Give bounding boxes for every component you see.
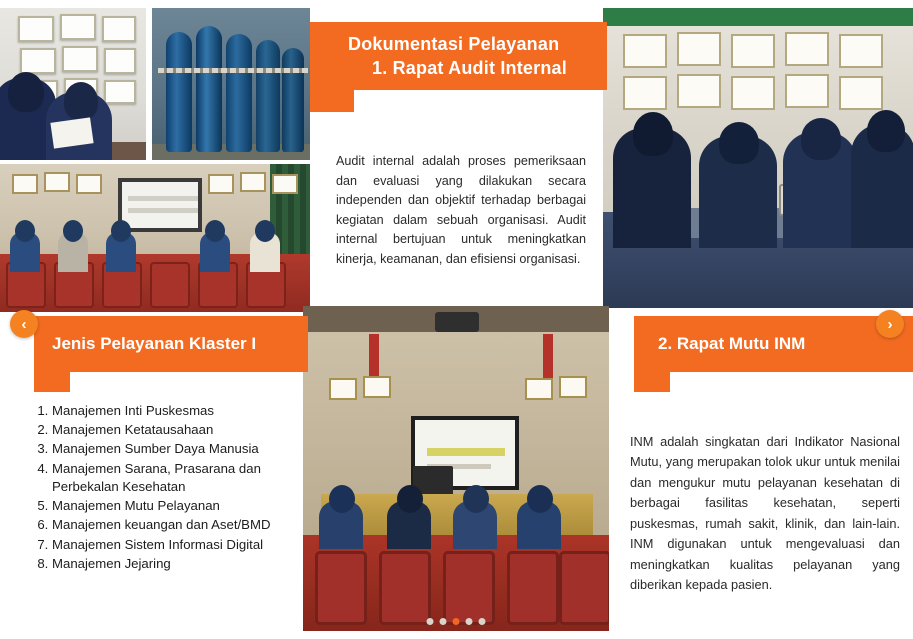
list-item: 7. Manajemen Sistem Informasi Digital <box>52 536 306 554</box>
header-rapat-mutu-inm <box>634 316 913 372</box>
list-item: 8. Manajemen Jejaring <box>52 555 306 573</box>
carousel-next-arrow-icon[interactable]: › <box>876 310 904 338</box>
carousel-prev-arrow-icon[interactable]: ‹ <box>10 310 38 338</box>
list-item: 1. Manajemen Inti Puskesmas <box>52 402 306 420</box>
list-item: 5. Manajemen Mutu Pelayanan <box>52 497 306 515</box>
photo-projector-presentation <box>303 306 609 631</box>
header-line-1: Dokumentasi Pelayanan <box>348 33 560 54</box>
header-accent-tab-klaster <box>34 372 70 392</box>
header-accent-tab-top <box>310 90 354 112</box>
header-inm-label: 2. Rapat Mutu INM <box>658 334 806 353</box>
list-item: 3. Manajemen Sumber Daya Manusia <box>52 440 306 458</box>
list-item: 4. Manajemen Sarana, Prasarana dan Perbekalan Kesehatan <box>52 460 306 496</box>
body-text-audit-internal: Audit internal adalah proses pemeriksaan dan evaluasi yang dilakukan secara independen dan objektif terhadap berbagai kegiatan dalam sebuah organisasi. Audit internal bertujuan untuk meningkatkan kinerja, keamanan, dan efisiensi organisasi. <box>336 154 586 266</box>
header-accent-tab-inm <box>634 372 670 392</box>
list-item: 6. Manajemen keuangan dan Aset/BMD <box>52 516 306 534</box>
header-dokumentasi-pelayanan <box>310 22 607 90</box>
list-jenis-pelayanan <box>26 402 306 574</box>
body-text-inm: INM adalah singkatan dari Indikator Nasional Mutu, yang merupakan tolok ukur untuk menilai dan mengukur mutu pelayanan kesehatan di berbagai fasilitas kesehatan, seperti puskesmas, rumah sakit, klinik, dan lain-lain. INM digunakan untuk mengevaluasi dan meningkatkan kualitas pelayanan yang diberikan kepada pasien. <box>630 434 900 593</box>
header-jenis-pelayanan-klaster <box>34 316 308 372</box>
photo-audit-team-laptops <box>603 8 913 308</box>
header-klaster-label: Jenis Pelayanan Klaster I <box>52 334 257 353</box>
photo-certificates-wall <box>0 8 146 160</box>
list-item: 2. Manajemen Ketatausahaan <box>52 421 306 439</box>
photo-oxygen-cylinders <box>152 8 310 160</box>
header-line-2: 1. Rapat Audit Internal <box>372 57 567 78</box>
photo-meeting-room-wide <box>0 164 310 312</box>
carousel-dots[interactable] <box>427 618 486 625</box>
